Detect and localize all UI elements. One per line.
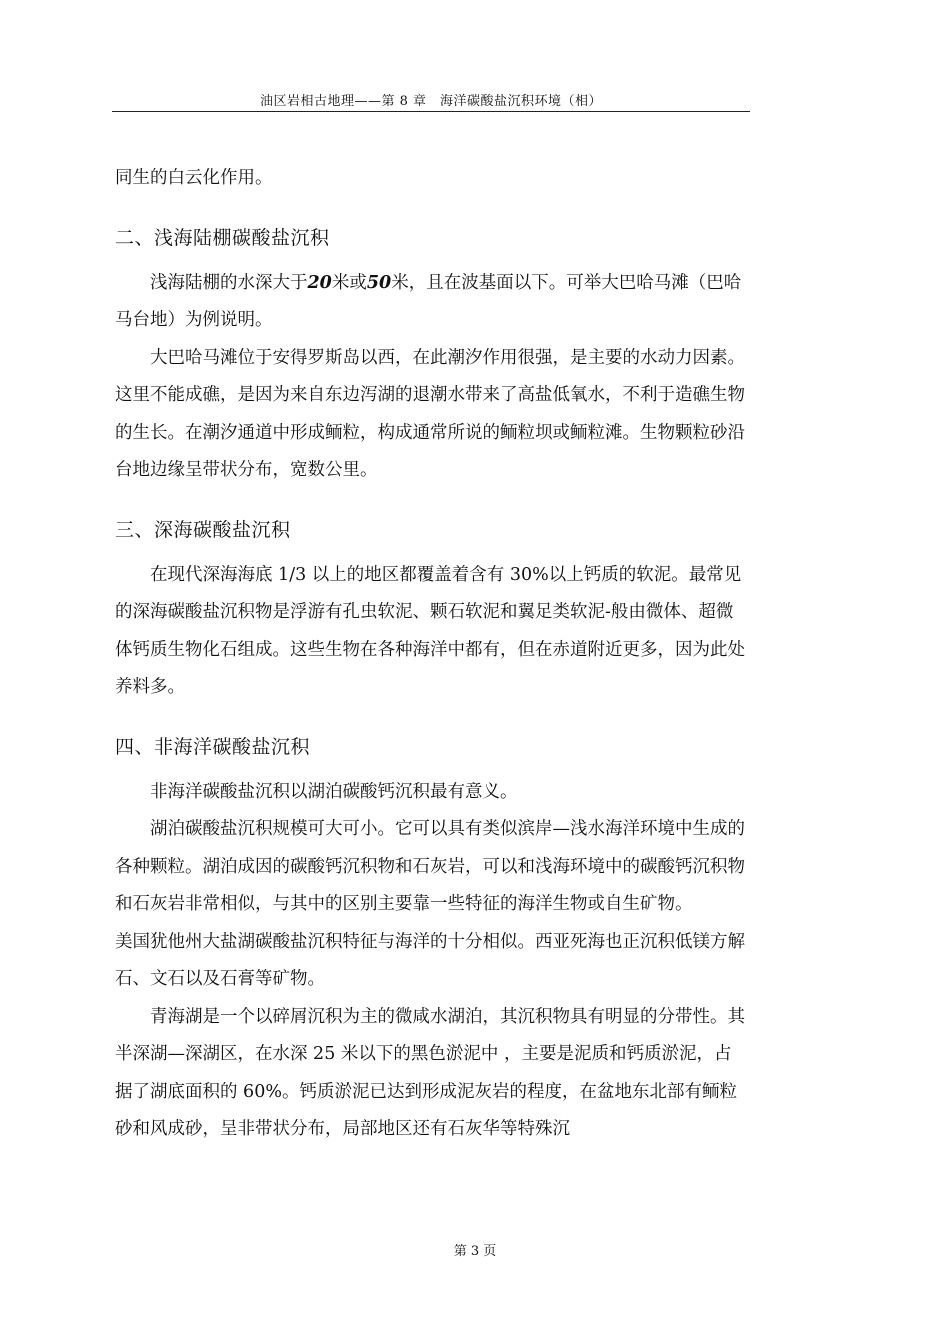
section-heading-2: 二、浅海陆棚碳酸盐沉积 bbox=[115, 226, 330, 249]
section-heading-3: 三、深海碳酸盐沉积 bbox=[115, 518, 291, 541]
paragraph-bahama-bank: 大巴哈马滩位于安得罗斯岛以西，在此潮汐作用很强，是主要的水动力因素。这里不能成礁，是因为来自东边泻湖的退潮水带来了高盐低氧水，不利于造礁生物的生长。在潮汐通道中形成鲕粒，构成通常所说的鲕粒坝或鲕粒滩。生物颗粒砂沿台地边缘呈带状分布，宽数公里。 bbox=[115, 347, 745, 480]
text-run: 浅海陆棚的水深大于 bbox=[150, 272, 308, 293]
text-run: 米或 bbox=[331, 272, 367, 293]
paragraph-intro: 同生的白云化作用。 bbox=[115, 168, 273, 188]
header-rule bbox=[112, 111, 750, 112]
page-body bbox=[115, 160, 747, 1149]
paragraph-deep-sea: 在现代深海海底 1/3 以上的地区都覆盖着含有 30%以上钙质的软泥。最常见的深海碳酸盐沉积物是浮游有孔虫软泥、颗石软泥和翼足类软泥-般由微体、超微体钙质生物化石组成。这些生物在各种海洋中都有，但在赤道附近更多，因为此处养料多。 bbox=[115, 564, 745, 697]
depth-value-50: 50 bbox=[366, 272, 392, 293]
paragraph-non-marine-intro: 非海洋碳酸盐沉积以湖泊碳酸钙沉积最有意义。 bbox=[150, 781, 518, 802]
paragraph-lake-carbonate: 湖泊碳酸盐沉积规模可大可小。它可以具有类似滨岸—浅水海洋环境中生成的各种颗粒。湖泊成因的碳酸钙沉积物和石灰岩，可以和浅海环境中的碳酸钙沉积物和石灰岩非常相似，与其中的区别主要靠一些特征的海洋生物或自生矿物。 bbox=[115, 819, 745, 914]
page-number: 第 3 页 bbox=[453, 1244, 497, 1259]
running-header: 油区岩相古地理——第 8 章 海洋碳酸盐沉积环境（相） bbox=[259, 94, 603, 109]
paragraph-qinghai-lake: 青海湖是一个以碎屑沉积为主的微咸水湖泊，其沉积物具有明显的分带性。其半深湖—深湖区，在水深 25 米以下的黑色淤泥中 ，主要是泥质和钙质淤泥，占据了湖底面积的 60%。钙质淤泥已达到形成泥灰岩的程度，在盆地东北部有鲕粒砂和风成砂，呈非带状分布，局部地区还有石灰华等特殊沉 bbox=[115, 1006, 745, 1139]
depth-value-20: 20 bbox=[307, 272, 332, 293]
paragraph-shelf-depth bbox=[115, 265, 747, 340]
text-run: 米，且在波基面以下。可举大巴哈马滩（巴哈马台地）为例说明。 bbox=[115, 272, 742, 330]
section-heading-4: 四、非海洋碳酸盐沉积 bbox=[115, 735, 311, 758]
paragraph-salt-lake: 美国犹他州大盐湖碳酸盐沉积特征与海洋的十分相似。西亚死海也正沉积低镁方解石、文石以及石膏等矿物。 bbox=[115, 931, 745, 989]
